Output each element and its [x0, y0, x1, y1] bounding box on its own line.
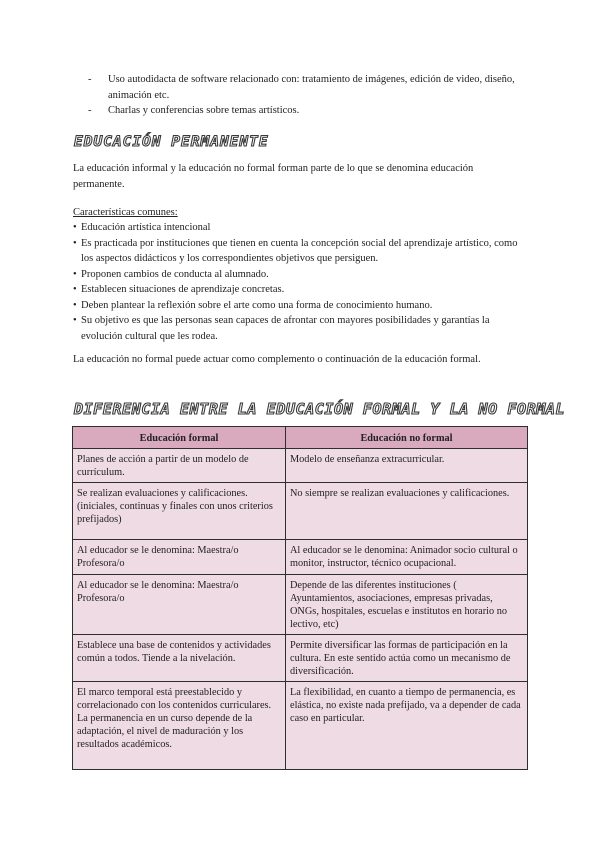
table-row [73, 682, 528, 770]
bullet-item: • Es practicada por instituciones que tienen en cuenta la concepción social del aprendizaje artístico, como los aspectos didácticos y los correspondientes objetivos que persiguen. [73, 236, 523, 267]
table-cell-no-formal: La flexibilidad, en cuanto a tiempo de permanencia, es elástica, no existe nada prefijado, va a depender de cada caso en particular. [286, 682, 528, 770]
intro-paragraph: La educación informal y la educación no formal forman parte de lo que se denomina educación permanente. [73, 163, 474, 190]
table-cell-formal: Al educador se le denomina: Maestra/o Profesora/o [73, 540, 286, 575]
table-cell-formal: Planes de acción a partir de un modelo de currículum. [73, 449, 286, 483]
table-row [73, 575, 528, 635]
bullet-item: • Deben plantear la reflexión sobre el arte como una forma de conocimiento humano. [73, 298, 523, 314]
table-row [73, 483, 528, 540]
header-educacion-formal: Educación formal [73, 427, 286, 449]
table-cell-no-formal: No siempre se realizan evaluaciones y calificaciones. [286, 483, 528, 540]
bullet-item: • Educación artística intencional [73, 220, 523, 236]
list-item [88, 103, 518, 119]
table-row [73, 449, 528, 483]
bullet-item: • Su objetivo es que las personas sean capaces de afrontar con mayores posibilidades y garantías la evolución cultural que les rodea. [73, 313, 523, 344]
section-heading-educacion-permanente: EDUCACIÓN PERMANENTE [74, 134, 269, 150]
bullet-item: • Proponen cambios de conducta al alumnado. [73, 267, 523, 283]
table-row [73, 540, 528, 575]
list-item-text: Charlas y conferencias sobre temas artísticos. [108, 105, 300, 116]
table-row [73, 635, 528, 682]
list-dash: - [88, 105, 92, 116]
list-item [88, 72, 518, 103]
table-cell-no-formal: Depende de las diferentes instituciones ( Ayuntamientos, asociaciones, empresas privadas, ONGs, hospitales, escuelas e institutos en horario no lectivo, etc) [286, 575, 528, 635]
table-cell-formal: Se realizan evaluaciones y calificaciones. (iniciales, continuas y finales con unos criterios prefijados) [73, 483, 286, 540]
table-cell-no-formal: Al educador se le denomina: Animador socio cultural o monitor, instructor, técnico ocupacional. [286, 540, 528, 575]
section-heading-diferencia: DIFERENCIA ENTRE LA EDUCACIÓN FORMAL Y LA NO FORMAL [74, 400, 566, 418]
subheading-caracteristicas: Características comunes: [73, 207, 178, 218]
bullet-list [73, 220, 523, 344]
table-cell-no-formal: Permite diversificar las formas de participación en la cultura. En este sentido actúa como un mecanismo de diversificación. [286, 635, 528, 682]
closing-paragraph: La educación no formal puede actuar como complemento o continuación de la educación formal. [73, 354, 481, 365]
comparison-table [72, 426, 528, 770]
table-header-row [73, 427, 528, 449]
table-cell-no-formal: Modelo de enseñanza extracurricular. [286, 449, 528, 483]
list-item-text: Uso autodidacta de software relacionado con: tratamiento de imágenes, edición de video, diseño, animación etc. [108, 74, 515, 101]
table-cell-formal: El marco temporal está preestablecido y correlacionado con los contenidos curriculares. La permanencia en un curso depende de la adaptación, el nivel de maduración y los resultados académicos. [73, 682, 286, 770]
list-dash: - [88, 74, 92, 85]
table-cell-formal: Establece una base de contenidos y actividades común a todos. Tiende a la nivelación. [73, 635, 286, 682]
top-dash-list [88, 72, 518, 119]
table-cell-formal: Al educador se le denomina: Maestra/o Profesora/o [73, 575, 286, 635]
bullet-item: • Establecen situaciones de aprendizaje concretas. [73, 282, 523, 298]
header-educacion-no-formal: Educación no formal [286, 427, 528, 449]
